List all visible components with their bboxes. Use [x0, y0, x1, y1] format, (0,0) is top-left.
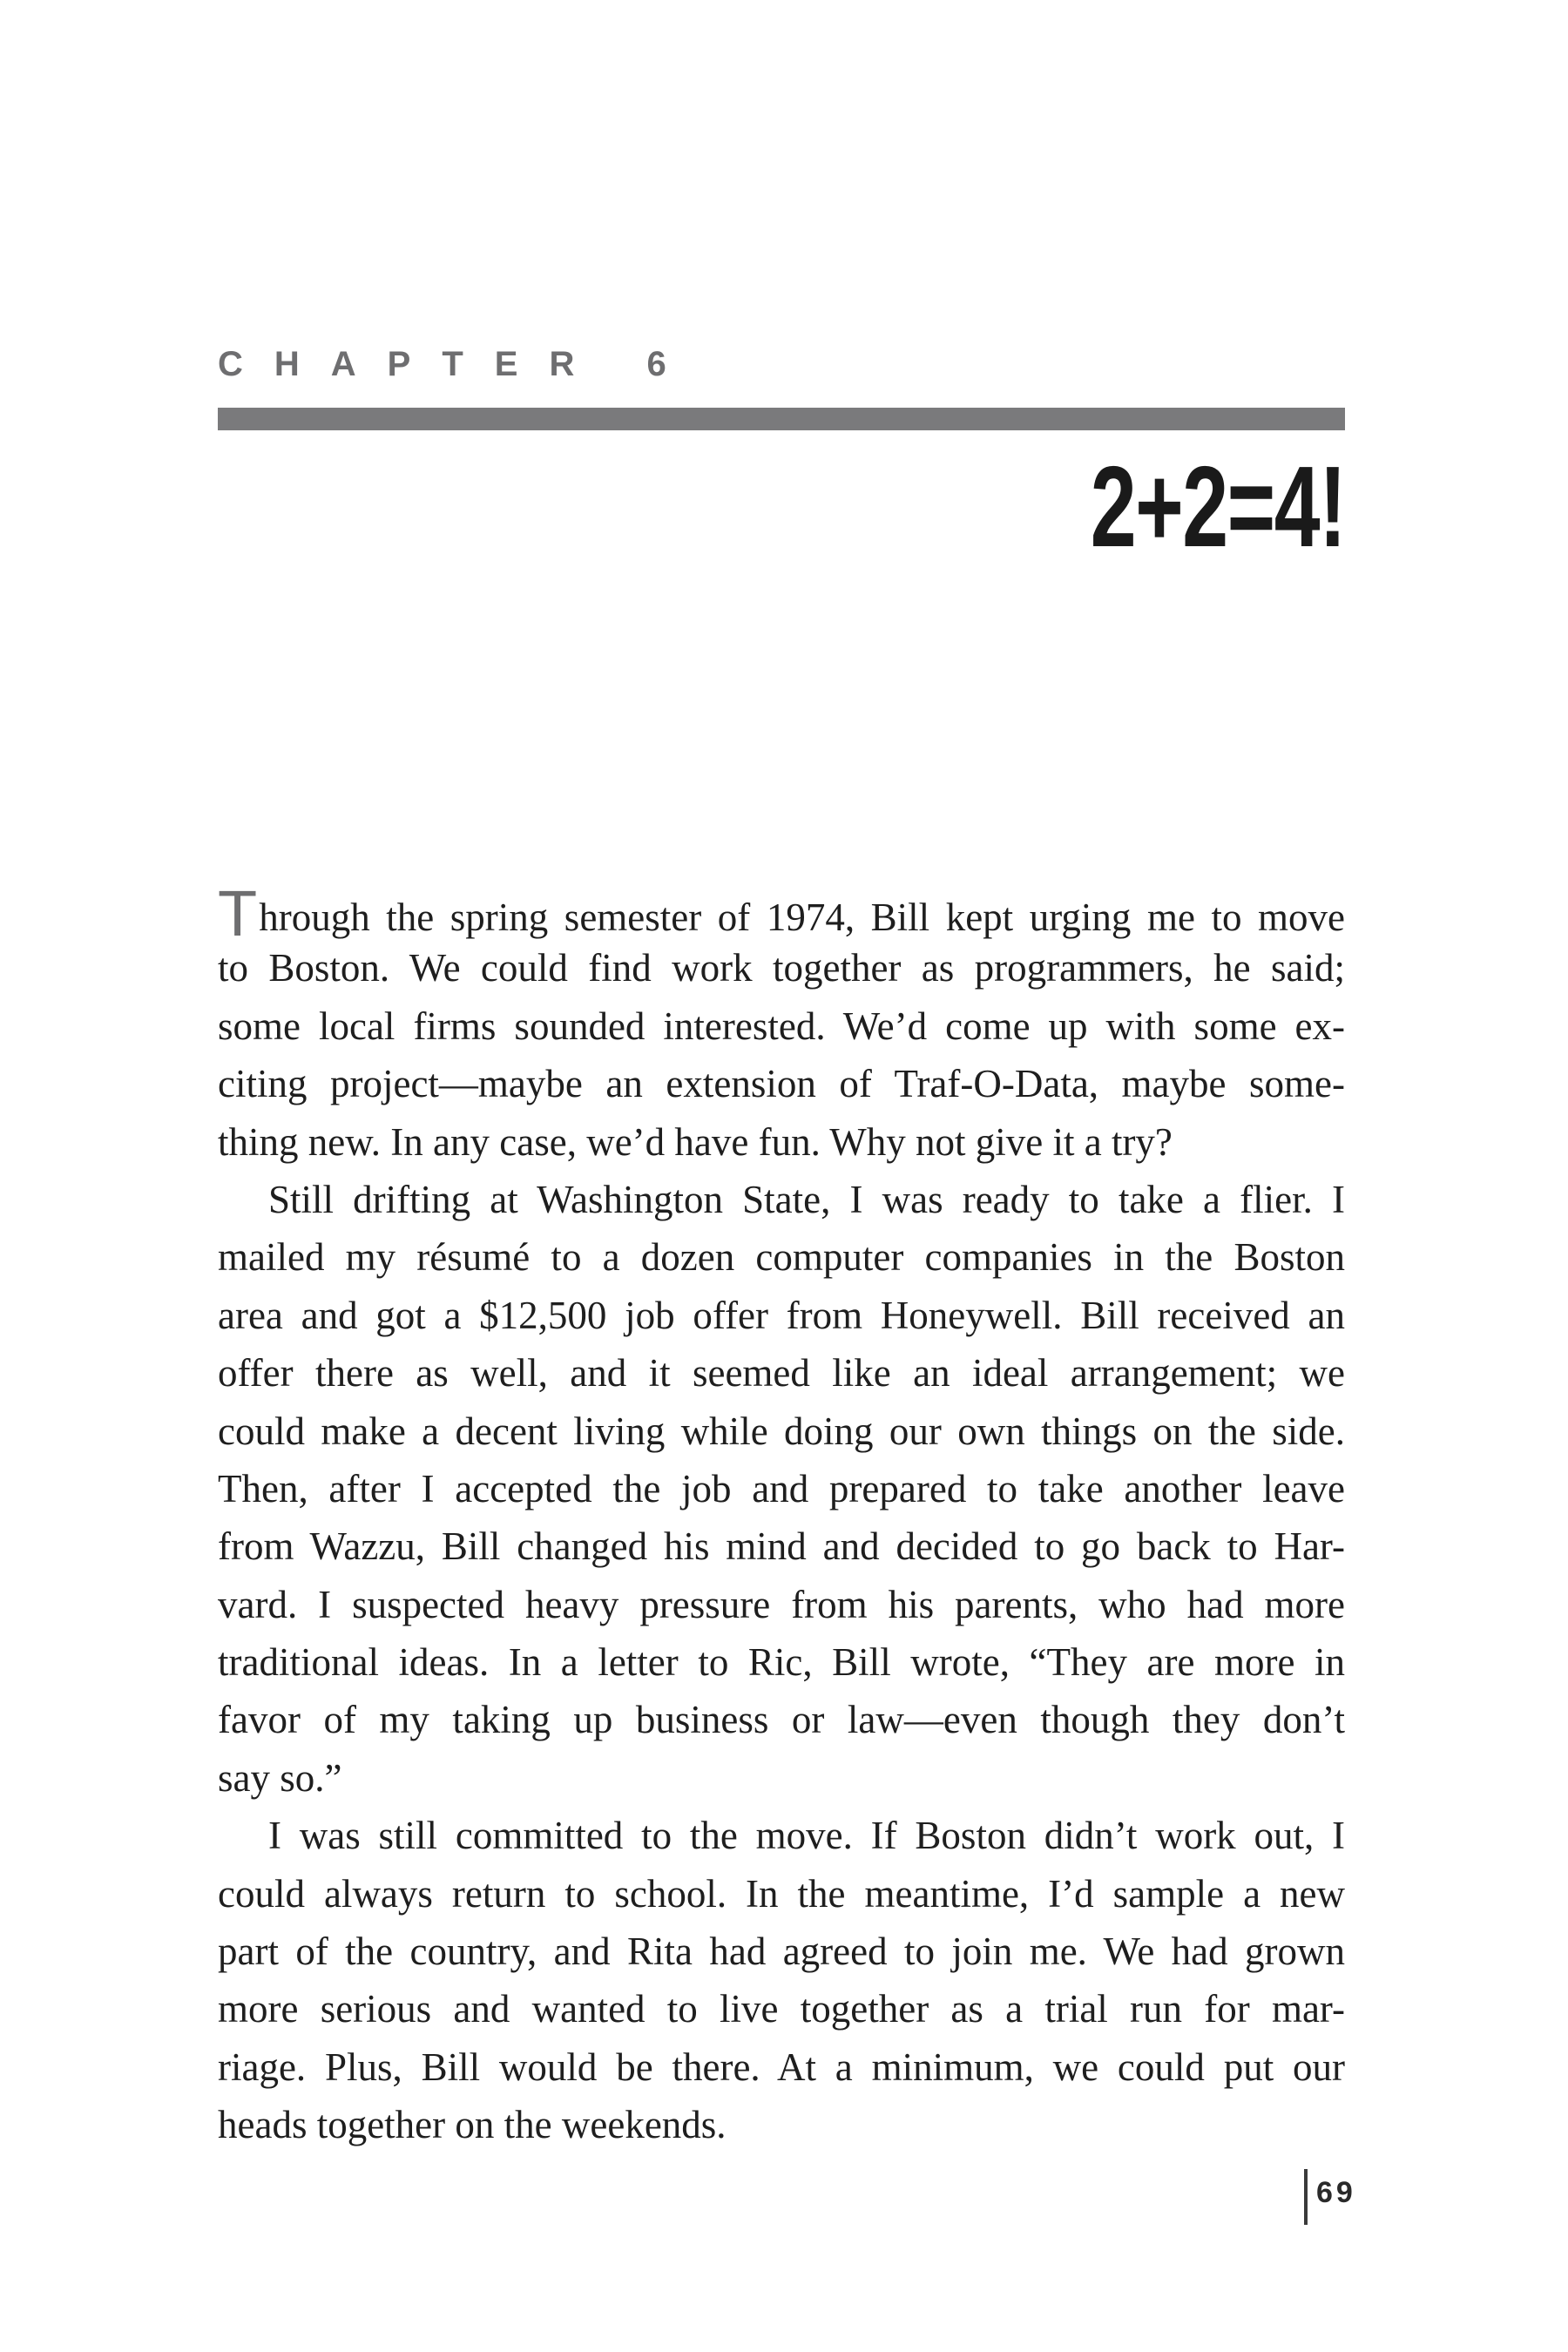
- page-number: 69: [1316, 2176, 1356, 2209]
- body-line-6: Still drifting at Washington State, I was ready to take a flier. I: [268, 1177, 1345, 1221]
- body-line-3: some local firms sounded interested. We’d come up with some ex-: [218, 1004, 1345, 1048]
- body-line-10: could make a decent living while doing our own things on the side.: [218, 1409, 1345, 1453]
- body-line-18: could always return to school. In the meantime, I’d sample a new: [218, 1871, 1345, 1916]
- drop-cap: T: [218, 877, 258, 950]
- body-line-12: from Wazzu, Bill changed his mind and decided to go back to Har-: [218, 1524, 1345, 1569]
- body-line-9: offer there as well, and it seemed like an ideal arrangement; we: [218, 1351, 1345, 1396]
- body-line-5: thing new. In any case, we’d have fun. Why not give it a try?: [218, 1119, 1173, 1164]
- body-line-15: favor of my taking up business or law—even though they don’t: [218, 1698, 1345, 1742]
- body-line-11: Then, after I accepted the job and prepared to take another leave: [218, 1466, 1345, 1511]
- chapter-label: CHAPTER 6: [218, 345, 698, 383]
- body-line-1: [218, 877, 1345, 950]
- chapter-rule: [218, 408, 1345, 430]
- body-line-19: part of the country, and Rita had agreed to join me. We had grown: [218, 1930, 1345, 1974]
- body-line-1-text: hrough the spring semester of 1974, Bill kept urging me to move: [259, 896, 1345, 939]
- body-line-7: mailed my résumé to a dozen computer companies in the Boston: [218, 1235, 1345, 1280]
- body-line-13: vard. I suspected heavy pressure from his parents, who had more: [218, 1582, 1345, 1626]
- folio-rule: [1304, 2169, 1308, 2225]
- body-line-4: citing project—maybe an extension of Traf-O-Data, maybe some-: [218, 1062, 1345, 1106]
- body-line-20: more serious and wanted to live together as a trial run for mar-: [218, 1987, 1345, 2031]
- body-line-2: to Boston. We could find work together as programmers, he said;: [218, 946, 1345, 990]
- body-line-14: traditional ideas. In a letter to Ric, Bill wrote, “They are more in: [218, 1640, 1345, 1685]
- body-line-16: say so.”: [218, 1755, 342, 1800]
- chapter-body: [218, 877, 1345, 2154]
- body-line-22: heads together on the weekends.: [218, 2103, 727, 2147]
- body-line-8: area and got a $12,500 job offer from Honeywell. Bill received an: [218, 1293, 1345, 1337]
- body-line-21: riage. Plus, Bill would be there. At a minimum, we could put our: [218, 2044, 1345, 2089]
- body-line-17: I was still committed to the move. If Boston didn’t work out, I: [268, 1814, 1345, 1858]
- chapter-title: 2+2=4!: [1090, 443, 1345, 571]
